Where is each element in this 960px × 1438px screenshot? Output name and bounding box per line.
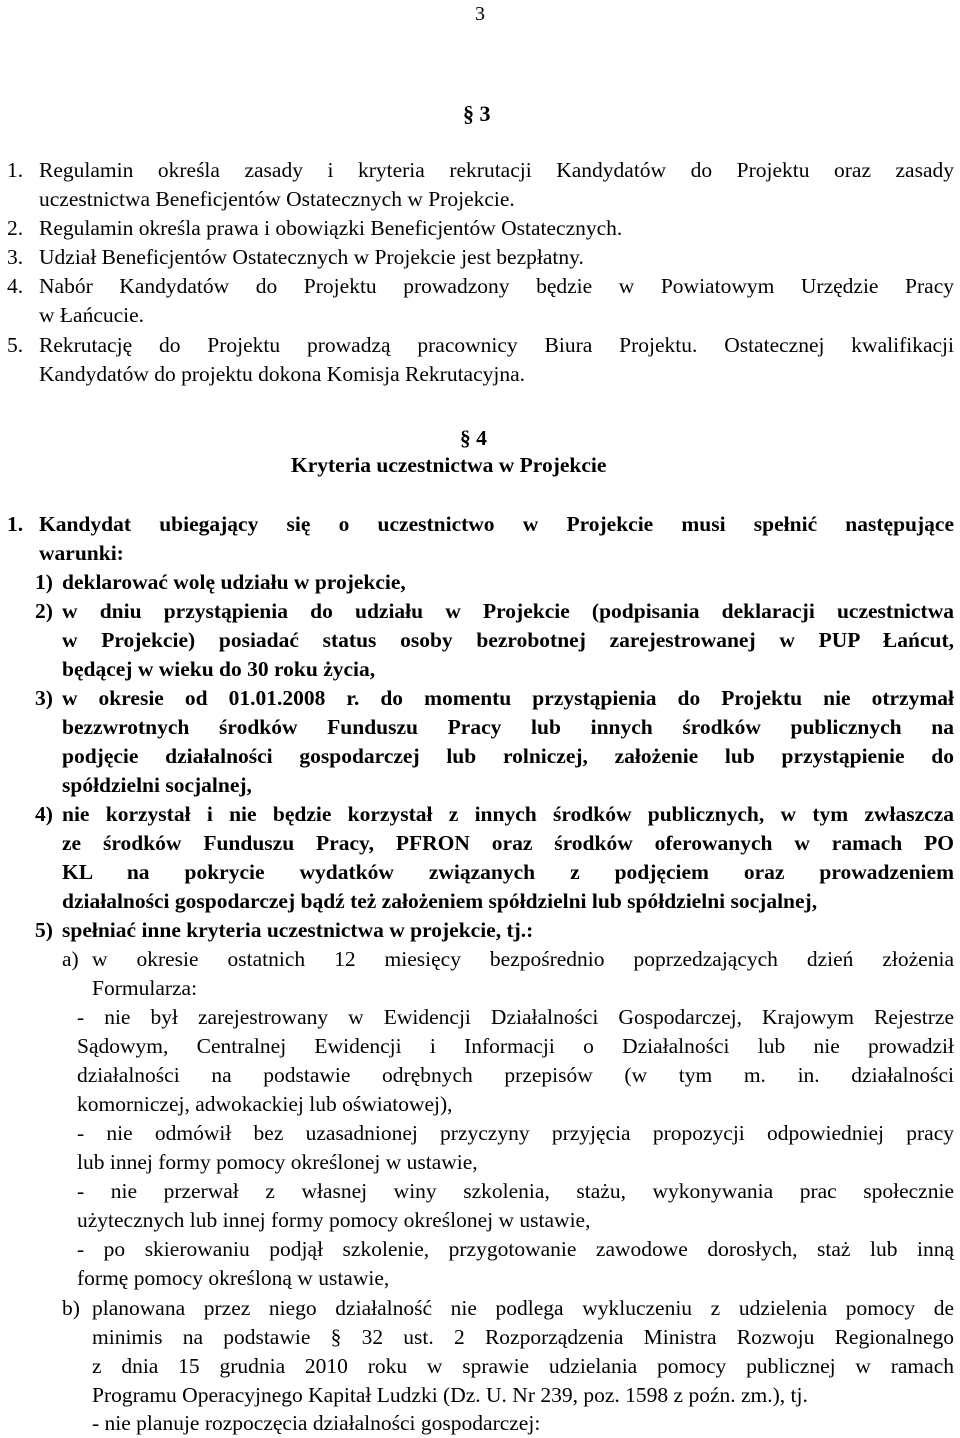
condition-text: w dniu przystąpienia do udziału w Projekcie (podpisania deklaracji uczestnictwa — [62, 599, 954, 623]
list-item-number: 2. — [7, 216, 24, 240]
condition-number: 5) — [35, 918, 53, 942]
sub-item-text: w okresie ostatnich 12 miesięcy bezpośrednio poprzedzających dzień złożenia — [92, 947, 954, 971]
page-number: 3 — [475, 3, 485, 25]
list-item-text: Kandydatów do projektu dokona Komisja Rekrutacyjna. — [39, 362, 526, 386]
section-4-heading: § 4 — [460, 426, 487, 450]
list-item-number: 4. — [7, 274, 24, 298]
section-4-title: Kryteria uczestnictwa w Projekcie — [291, 453, 607, 477]
condition-text: ze środków Funduszu Pracy, PFRON oraz środków oferowanych w ramach PO — [62, 831, 954, 855]
intro-text: Kandydat ubiegający się o uczestnictwo w Projekcie musi spełnić następujące — [39, 512, 954, 536]
list-item-text: Udział Beneficjentów Ostatecznych w Projekcie jest bezpłatny. — [39, 245, 584, 269]
section-3-heading: § 3 — [463, 101, 491, 126]
condition-number: 1) — [35, 570, 53, 594]
condition-text: podjęcie działalności gospodarczej lub rolniczej, założenie lub przystąpienie do — [62, 744, 954, 768]
list-item-text: uczestnictwa Beneficjentów Ostatecznych w Projekcie. — [39, 187, 515, 211]
list-item-number: 1. — [7, 512, 24, 536]
sub-item-label: a) — [62, 947, 79, 971]
condition-number: 3) — [35, 686, 53, 710]
list-item-text: Rekrutację do Projektu prowadzą pracownicy Biura Projektu. Ostatecznej kwalifikacji — [39, 333, 954, 357]
condition-text: spółdzielni socjalnej, — [62, 773, 252, 797]
condition-text: w okresie od 01.01.2008 r. do momentu przystąpienia do Projektu nie otrzymał — [62, 686, 954, 710]
condition-number: 2) — [35, 599, 53, 623]
dash-item-text: formę pomocy określoną w ustawie, — [77, 1266, 390, 1290]
condition-number: 4) — [35, 802, 53, 826]
dash-item-text: - nie odmówił bez uzasadnionej przyczyny przyjęcia propozycji odpowiedniej pracy — [77, 1121, 954, 1145]
condition-text: działalności gospodarczej bądź też założeniem spółdzielni lub spółdzielni socjalnej, — [62, 889, 818, 913]
list-item-text: Regulamin określa prawa i obowiązki Beneficjentów Ostatecznych. — [39, 216, 623, 240]
intro-text: warunki: — [39, 541, 124, 565]
dash-item-text: lub innej formy pomocy określonej w ustawie, — [77, 1150, 478, 1174]
condition-text: nie korzystał i nie będzie korzystał z innych środków publicznych, w tym zwłaszcza — [62, 802, 954, 826]
dash-item-text: - po skierowaniu podjął szkolenie, przygotowanie zawodowe dorosłych, staż lub inną — [77, 1237, 954, 1261]
dash-item-text: działalności na podstawie odrębnych przepisów (w tym m. in. działalności — [77, 1063, 954, 1087]
dash-item-text: - nie był zarejestrowany w Ewidencji Działalności Gospodarczej, Krajowym Rejestrze — [77, 1005, 954, 1029]
sub-item-label: b) — [62, 1296, 80, 1320]
condition-text: bezzwrotnych środków Funduszu Pracy lub innych środków publicznych na — [62, 715, 954, 739]
dash-item-text: - nie przerwał z własnej winy szkolenia, stażu, wykonywania prac społecznie — [77, 1179, 954, 1203]
list-item-number: 1. — [7, 158, 24, 182]
dash-item-text: Sądowym, Centralnej Ewidencji i Informacji o Działalności lub nie prowadził — [77, 1034, 954, 1058]
sub-item-text: minimis na podstawie § 32 ust. 2 Rozporządzenia Ministra Rozwoju Regionalnego — [92, 1325, 954, 1349]
dash-item-text: użytecznych lub innej formy pomocy określonej w ustawie, — [77, 1208, 591, 1232]
condition-text: spełniać inne kryteria uczestnictwa w projekcie, tj.: — [62, 918, 534, 942]
condition-text: KL na pokrycie wydatków związanych z podjęciem oraz prowadzeniem — [62, 860, 954, 884]
sub-item-text: Formularza: — [92, 976, 198, 1000]
list-item-text: w Łańcucie. — [39, 303, 145, 327]
sub-item-text: - nie planuje rozpoczęcia działalności gospodarczej: — [92, 1411, 541, 1435]
list-item-number: 5. — [7, 333, 24, 357]
list-item-number: 3. — [7, 245, 24, 269]
dash-item-text: komorniczej, adwokackiej lub oświatowej), — [77, 1092, 453, 1116]
list-item-text: Nabór Kandydatów do Projektu prowadzony będzie w Powiatowym Urzędzie Pracy — [39, 274, 954, 298]
condition-text: deklarować wolę udziału w projekcie, — [62, 570, 406, 594]
sub-item-text: z dnia 15 grudnia 2010 roku w sprawie udzielania pomocy publicznej w ramach — [92, 1354, 954, 1378]
sub-item-text: Programu Operacyjnego Kapitał Ludzki (Dz. U. Nr 239, poz. 1598 z poźn. zm.), tj. — [92, 1383, 808, 1407]
list-item-text: Regulamin określa zasady i kryteria rekrutacji Kandydatów do Projektu oraz zasady — [39, 158, 954, 182]
condition-text: w Projekcie) posiadać status osoby bezrobotnej zarejestrowanej w PUP Łańcut, — [62, 628, 954, 652]
sub-item-text: planowana przez niego działalność nie podlega wykluczeniu z udzielenia pomocy de — [92, 1296, 954, 1320]
condition-text: będącej w wieku do 30 roku życia, — [62, 657, 376, 681]
